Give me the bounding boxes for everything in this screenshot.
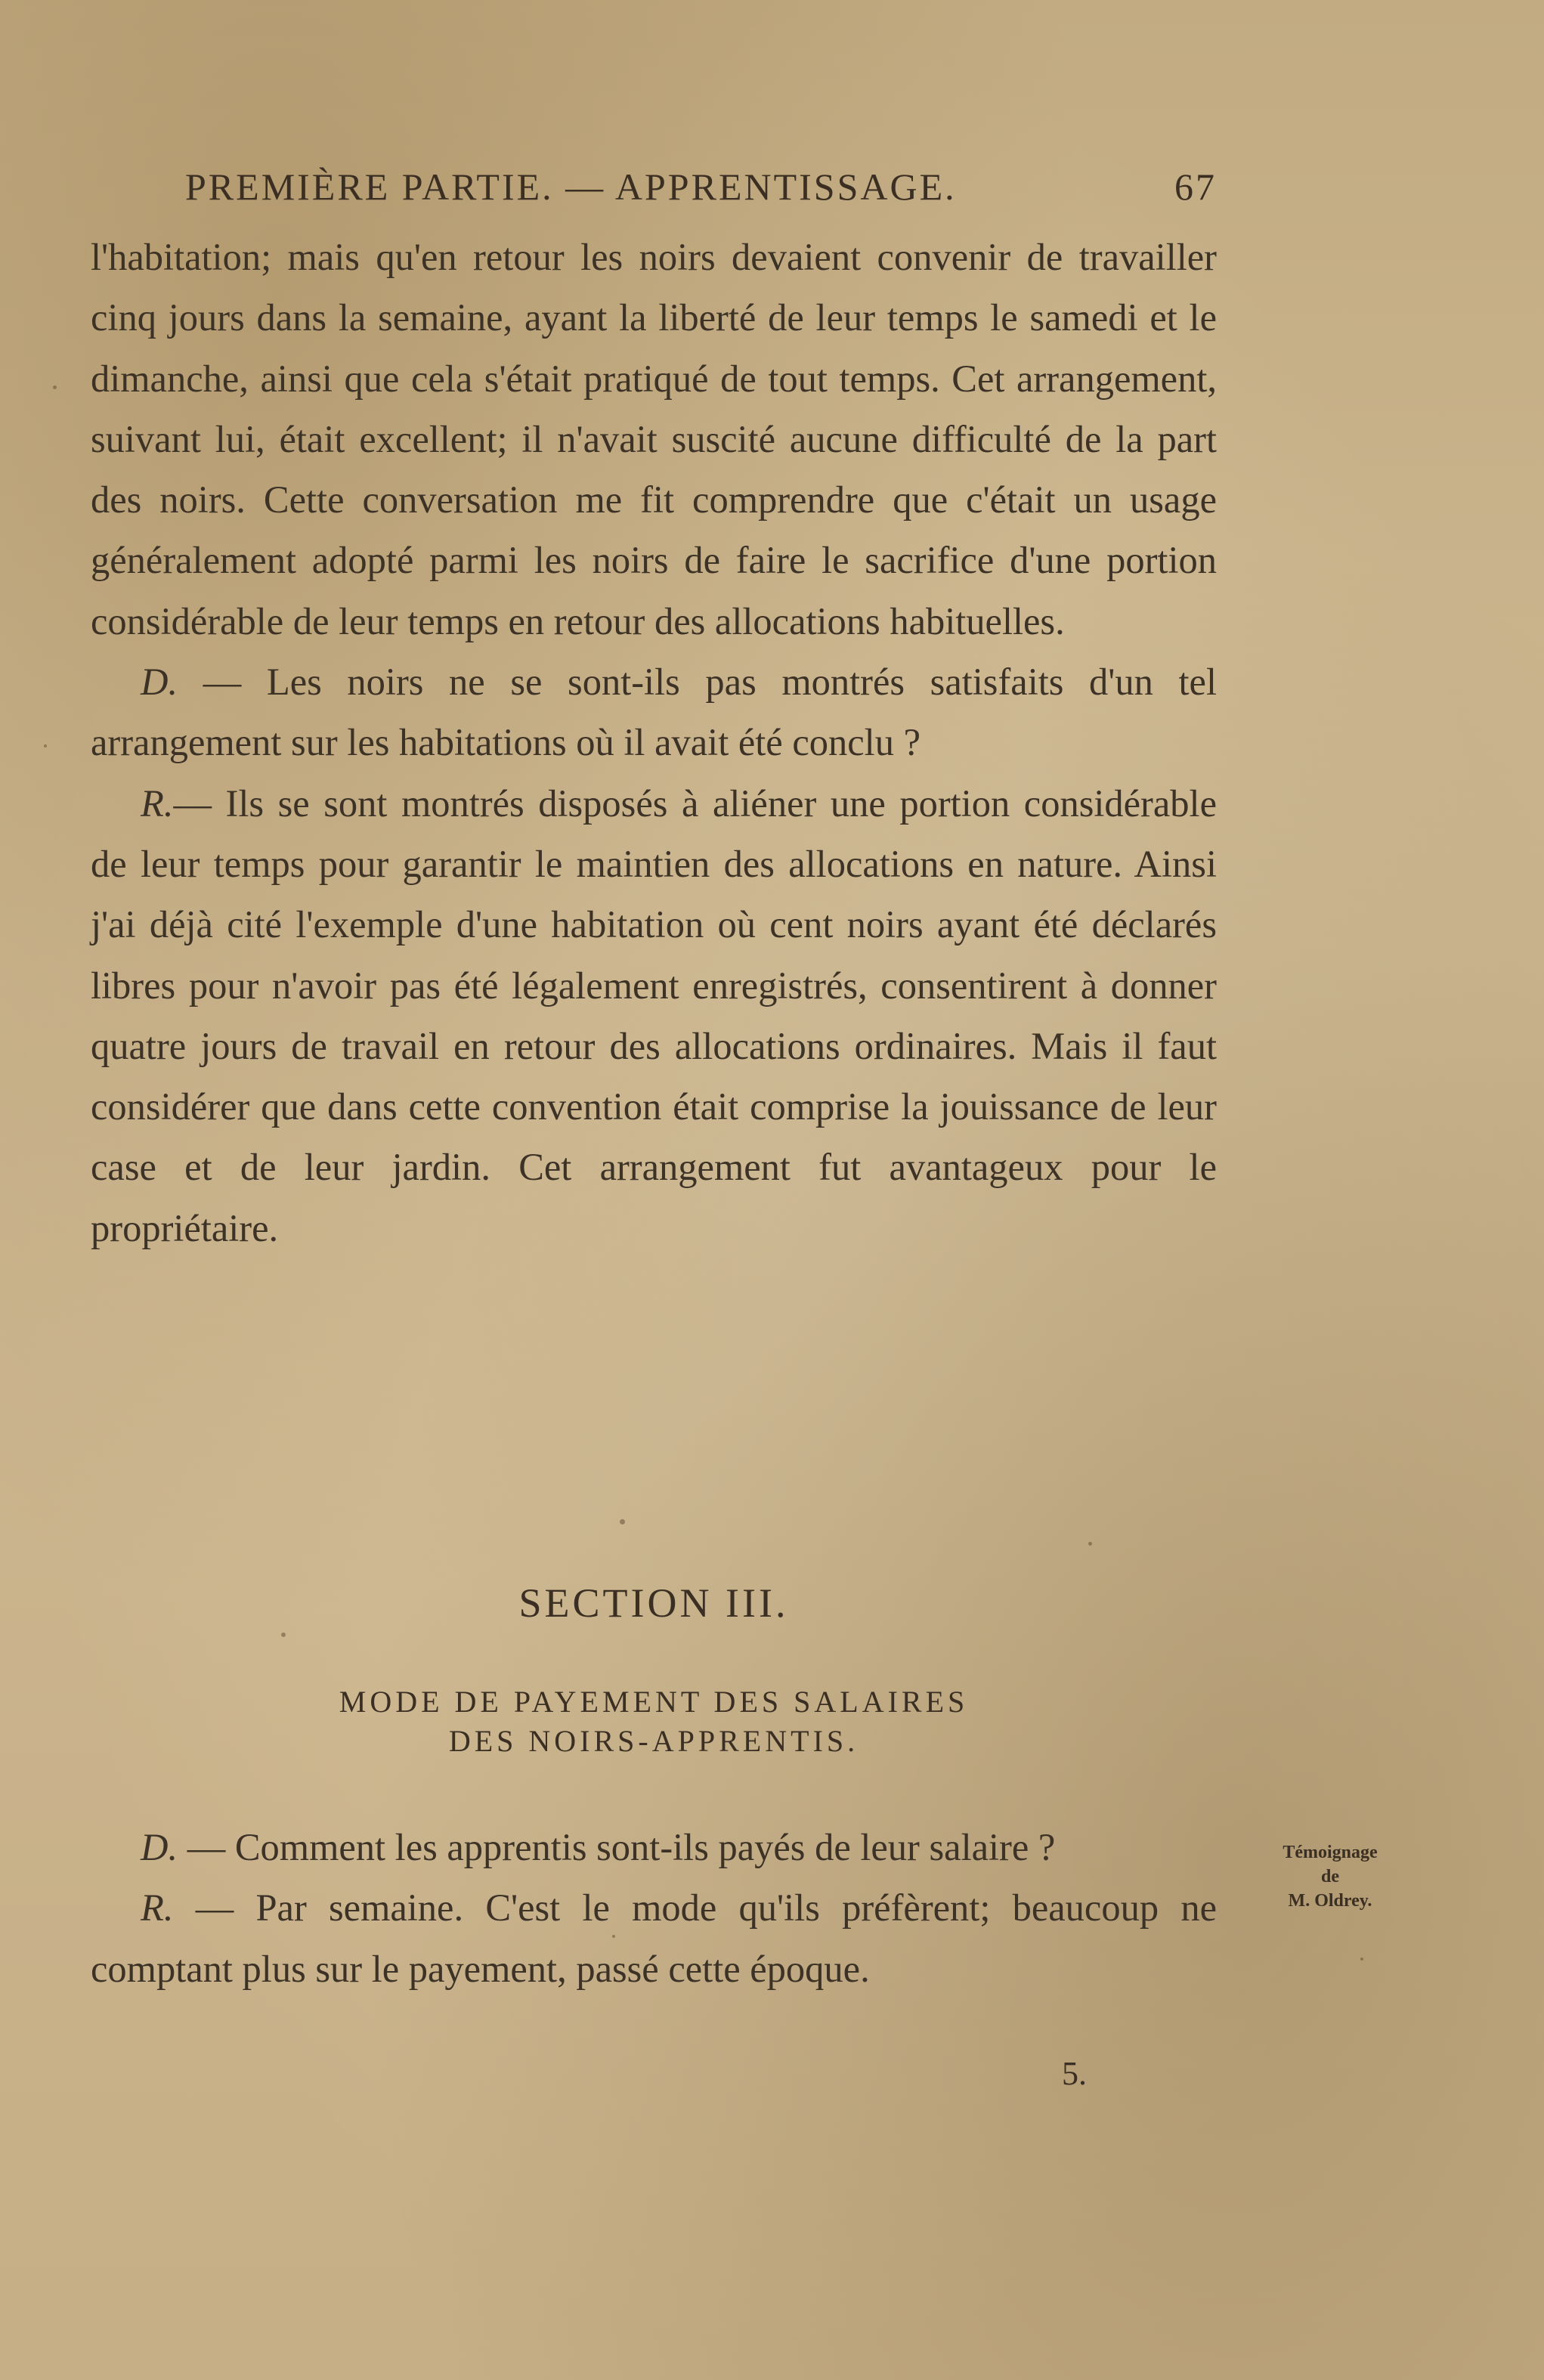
answer-text-2: — Par semaine. C'est le mode qu'ils préfèrent; beaucoup ne comptant plus sur le payement, passé cette époque. <box>91 1886 1217 1990</box>
question-paragraph-2 <box>91 1817 1217 1877</box>
section-subheading <box>91 1682 1217 1761</box>
answer-paragraph <box>91 773 1217 1258</box>
section-subheading-line-1: MODE DE PAYEMENT DES SALAIRES <box>339 1685 969 1719</box>
paper-speck <box>1360 1958 1363 1961</box>
running-head <box>185 165 1217 209</box>
page-number: 67 <box>1174 166 1217 208</box>
paper-speck <box>281 1633 286 1637</box>
paper-speck <box>44 744 47 747</box>
signature-mark: 5. <box>1062 2055 1087 2092</box>
speaker-label-answer: R. <box>141 781 174 825</box>
margin-note-line-2: de <box>1321 1867 1339 1886</box>
paragraph-continuation: l'habitation; mais qu'en retour les noirs devaient convenir de travailler cinq jours dans la semaine, ayant la liberté de leur temps le samedi et le dimanche, ainsi que cela s'était pratiqué de tout temps. Cet arrangement, suivant lui, était excellent; il n'avait suscité aucune difficulté de la part des noirs. Cette conversation me fit comprendre que c'était un usage généralement adopté parmi les noirs de faire le sacrifice d'une portion considérable de leur temps en retour des allocations habituelles. <box>91 236 1217 642</box>
question-text-2: — Comment les apprentis sont-ils payés de leur salaire ? <box>178 1826 1056 1868</box>
question-paragraph <box>91 651 1217 773</box>
margin-note <box>1251 1840 1409 1913</box>
section-subheading-line-2: DES NOIRS-APPRENTIS. <box>448 1724 859 1758</box>
section-text <box>91 1817 1217 1999</box>
paper-speck <box>1088 1542 1092 1546</box>
speaker-label-answer-2: R. <box>141 1886 174 1930</box>
paper-speck <box>620 1519 625 1524</box>
answer-text: — Ils se sont montrés disposés à aliéner une portion considérable de leur temps pour garantir le maintien des allocations en nature. Ainsi j'ai déjà cité l'exemple d'une habitation où cent noirs ayant été déclarés libres pour n'avoir pas été légalement enregistrés, consentirent à donner quatre jours de travail en retour des allocations ordinaires. Mais il faut considérer que dans cette convention était comprise la jouissance de leur case et de leur jardin. Cet arrangement fut avantageux pour le propriétaire. <box>91 781 1217 1249</box>
main-text <box>91 227 1217 1258</box>
speaker-label-question: D. <box>141 661 178 704</box>
running-head-title: PREMIÈRE PARTIE. — APPRENTISSAGE. <box>185 166 957 208</box>
paper-speck <box>53 385 57 389</box>
section-heading: SECTION III. <box>518 1580 789 1626</box>
margin-note-line-1: Témoignage <box>1283 1843 1378 1862</box>
speaker-label-question-2: D. <box>141 1826 178 1868</box>
answer-paragraph-2 <box>91 1877 1217 1999</box>
question-text: — Les noirs ne se sont-ils pas montrés satisfaits d'un tel arrangement sur les habitations où il avait été conclu ? <box>91 661 1217 764</box>
margin-note-line-3: M. Oldrey. <box>1288 1891 1372 1911</box>
paper-speck <box>612 1935 615 1938</box>
